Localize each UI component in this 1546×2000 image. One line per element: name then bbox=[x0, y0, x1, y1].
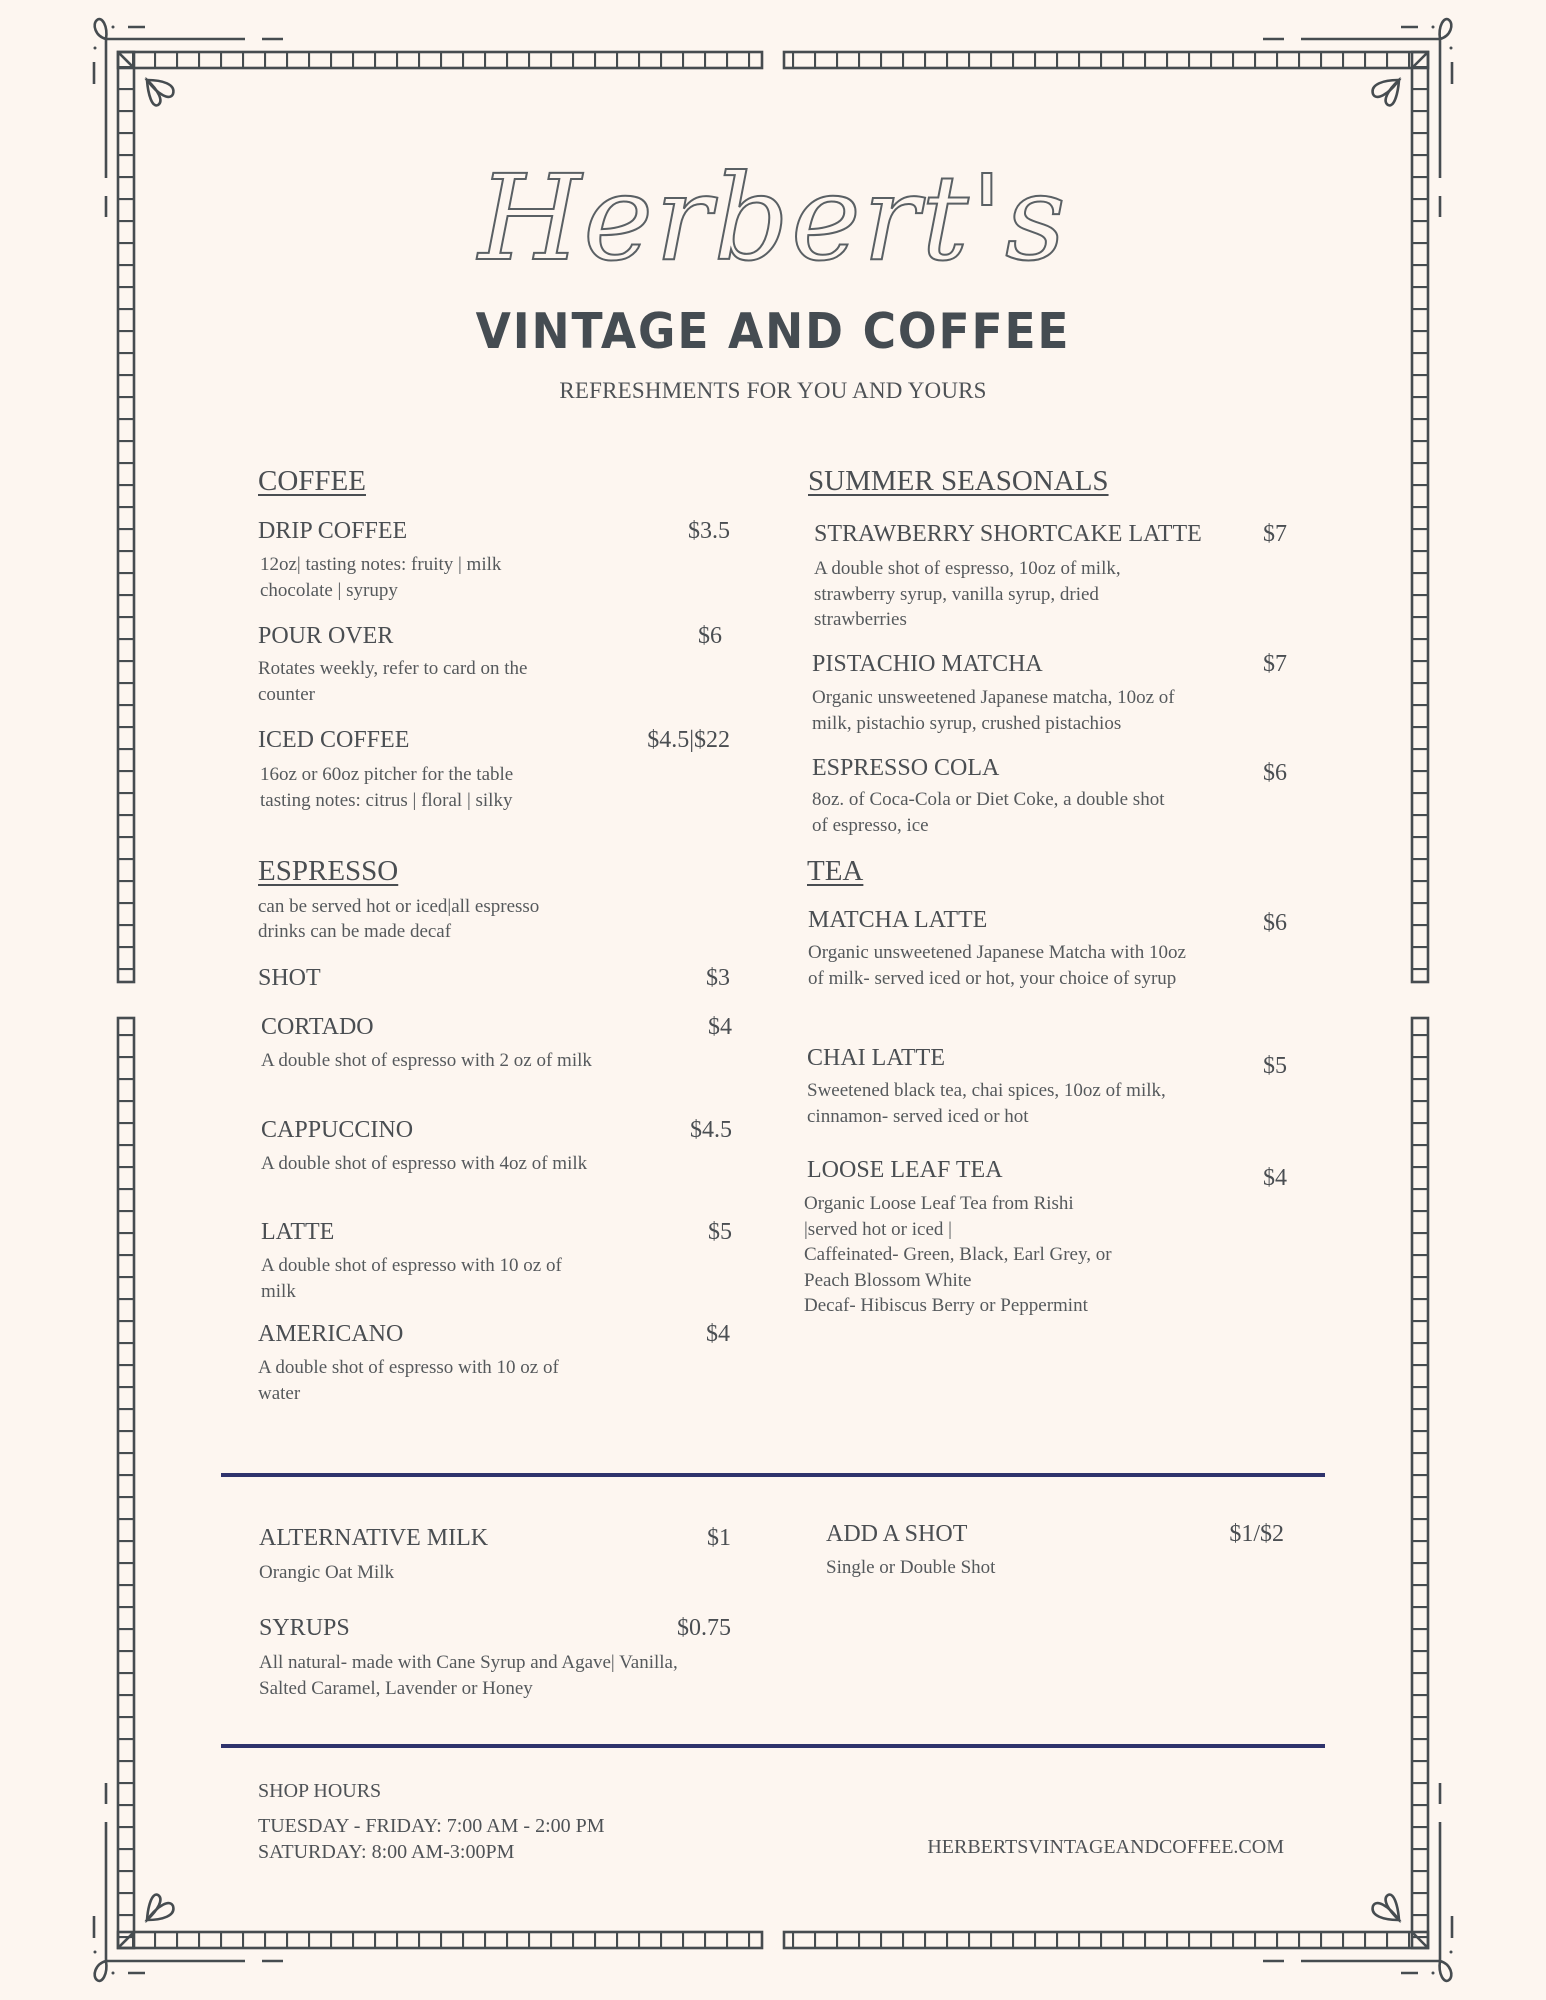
item-price: $6 bbox=[1263, 760, 1287, 786]
item-price: $0.75 bbox=[677, 1615, 731, 1641]
item-price: $5 bbox=[708, 1219, 732, 1245]
item-name: LATTE bbox=[261, 1219, 335, 1245]
item-name: CAPPUCCINO bbox=[261, 1117, 414, 1143]
item-name: ESPRESSO COLA bbox=[812, 755, 1000, 781]
item-description: Organic unsweetened Japanese Matcha with 10oz of milk- served iced or hot, your choice of syrup bbox=[808, 942, 1186, 989]
item-description: Rotates weekly, refer to card on the counter bbox=[258, 658, 528, 705]
section-title-coffee: COFFEE bbox=[258, 465, 366, 497]
desc-line: Decaf- Hibiscus Berry or Peppermint bbox=[804, 1295, 1088, 1316]
item-name: STRAWBERRY SHORTCAKE LATTE bbox=[814, 521, 1202, 547]
website-link[interactable]: HERBERTSVINTAGEANDCOFFEE.COM bbox=[927, 1836, 1284, 1858]
divider-line bbox=[221, 1473, 1325, 1477]
section-note: can be served hot or iced|all espresso drinks can be made decaf bbox=[258, 896, 540, 942]
item-description: 8oz. of Coca-Cola or Diet Coke, a double shot of espresso, ice bbox=[812, 789, 1165, 836]
desc-line: |served hot or iced | bbox=[804, 1218, 952, 1240]
item-name: AMERICANO bbox=[258, 1321, 404, 1347]
logo-script-name: Herbert's bbox=[478, 149, 1068, 287]
item-name: ICED COFFEE bbox=[258, 727, 410, 753]
logo-subtitle: VINTAGE AND COFFEE bbox=[475, 303, 1071, 360]
item-description bbox=[804, 1191, 1224, 1319]
desc-line: Caffeinated- Green, Black, Earl Grey, or bbox=[804, 1244, 1112, 1265]
item-description: A double shot of espresso with 2 oz of milk bbox=[261, 1050, 592, 1071]
item-price: $1 bbox=[707, 1525, 731, 1551]
item-name: DRIP COFFEE bbox=[258, 518, 408, 544]
item-description: Sweetened black tea, chai spices, 10oz of milk, cinnamon- served iced or hot bbox=[807, 1080, 1166, 1127]
item-price: $6 bbox=[1263, 910, 1287, 936]
item-price: $3 bbox=[706, 965, 730, 991]
item-name: CORTADO bbox=[261, 1014, 374, 1040]
section-title-espresso: ESPRESSO bbox=[258, 855, 399, 887]
item-description: Single or Double Shot bbox=[826, 1557, 996, 1578]
item-description: 16oz or 60oz pitcher for the table tasting notes: citrus | floral | silky bbox=[260, 764, 514, 811]
shop-hours-title: SHOP HOURS bbox=[258, 1780, 382, 1802]
item-price: $4 bbox=[708, 1014, 732, 1040]
item-name: PISTACHIO MATCHA bbox=[812, 651, 1043, 677]
item-description: A double shot of espresso with 10 oz of milk bbox=[261, 1255, 562, 1302]
item-description: All natural- made with Cane Syrup and Agave| Vanilla, Salted Caramel, Lavender or Honey bbox=[259, 1652, 678, 1699]
desc-line: Peach Blossom White bbox=[804, 1269, 972, 1291]
item-price: $4 bbox=[1263, 1165, 1287, 1191]
item-price: $7 bbox=[1263, 521, 1287, 547]
item-description: Organic unsweetened Japanese matcha, 10oz of milk, pistachio syrup, crushed pistachios bbox=[812, 687, 1175, 734]
item-price: $7 bbox=[1263, 651, 1287, 677]
item-name: MATCHA LATTE bbox=[808, 907, 988, 933]
tagline: REFRESHMENTS FOR YOU AND YOURS bbox=[559, 378, 987, 403]
item-price: $1/$2 bbox=[1229, 1521, 1284, 1547]
item-price: $5 bbox=[1263, 1053, 1287, 1079]
section-title-tea: TEA bbox=[807, 855, 864, 887]
item-name: LOOSE LEAF TEA bbox=[807, 1157, 1003, 1183]
item-price: $4.5 bbox=[690, 1117, 732, 1143]
item-description: A double shot of espresso, 10oz of milk, strawberry syrup, vanilla syrup, dried strawberries bbox=[814, 558, 1121, 630]
section-title-seasonals: SUMMER SEASONALS bbox=[808, 465, 1109, 497]
item-name: ALTERNATIVE MILK bbox=[259, 1525, 489, 1551]
item-price: $3.5 bbox=[688, 518, 730, 544]
divider-line bbox=[221, 1744, 1325, 1748]
item-name: CHAI LATTE bbox=[807, 1045, 945, 1071]
item-description: Orangic Oat Milk bbox=[259, 1562, 395, 1583]
item-price: $4 bbox=[706, 1321, 730, 1347]
hours-weekday: TUESDAY - FRIDAY: 7:00 AM - 2:00 PM bbox=[258, 1815, 605, 1837]
item-name: SHOT bbox=[258, 965, 321, 991]
item-name: POUR OVER bbox=[258, 623, 394, 649]
item-price: $4.5|$22 bbox=[647, 727, 730, 753]
hours-saturday: SATURDAY: 8:00 AM-3:00PM bbox=[258, 1841, 515, 1863]
item-description: 12oz| tasting notes: fruity | milk chocolate | syrupy bbox=[260, 554, 502, 601]
item-name: ADD A SHOT bbox=[826, 1521, 968, 1547]
desc-line: Organic Loose Leaf Tea from Rishi bbox=[804, 1193, 1074, 1214]
item-description: A double shot of espresso with 10 oz of water bbox=[258, 1357, 559, 1404]
item-price: $6 bbox=[698, 623, 722, 649]
item-description: A double shot of espresso with 4oz of milk bbox=[261, 1153, 588, 1174]
item-name: SYRUPS bbox=[259, 1615, 350, 1641]
